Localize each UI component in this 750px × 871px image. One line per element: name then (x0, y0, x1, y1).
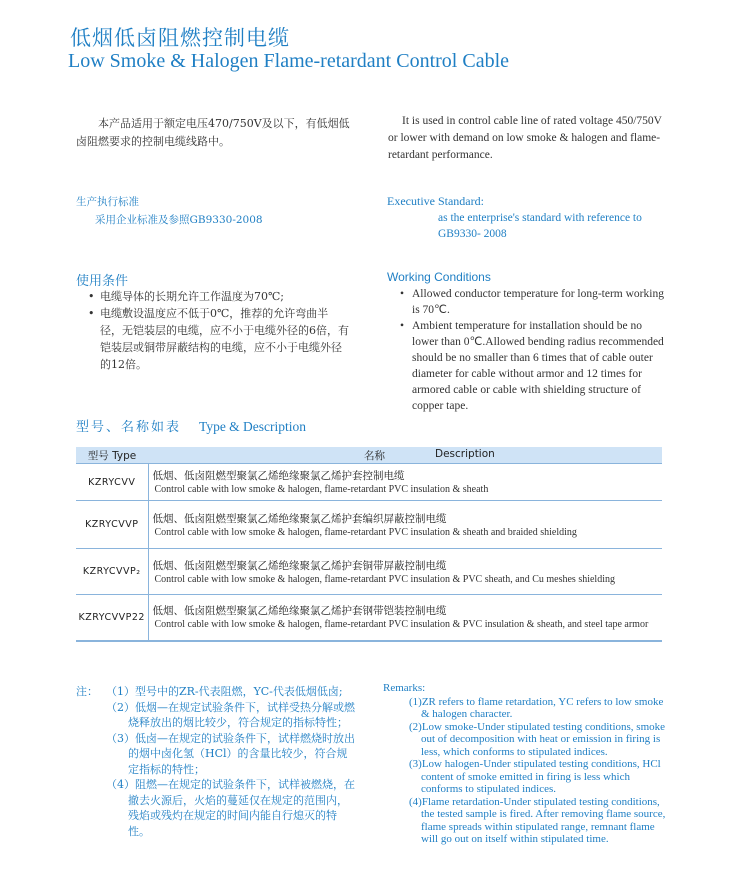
note-item: （4）阻燃—在规定的试验条件下，试样被燃烧，在撤去火源后，火焰的蔓延仅在规定的范围内，残焰或残灼在规定的时间内能自行熄灭的特性。 (106, 778, 355, 838)
working-conditions-heading-chinese: 使用条件 (76, 274, 129, 289)
table-header-row (76, 447, 662, 464)
description-chinese: 低烟、低卤阻燃型聚氯乙烯绝缘聚氯乙烯护套钢带铠装控制电缆 (152, 605, 447, 618)
description-english: Control cable with low smoke & halogen, flame-retardant PVC insulation & PVC insulation & sheath, and steel tape armor (154, 619, 649, 631)
list-item (88, 305, 350, 373)
bullet-icon: • (88, 307, 95, 320)
list-item-text: 电缆敷设温度应不低于0℃，推荐的允许弯曲半径，无铠装层的电缆，应不小于电缆外径的6倍，有铠装层或铜带屏蔽结构的电缆，应不小于电缆外径的12倍。 (100, 307, 349, 371)
table-cell-description (148, 549, 662, 595)
note-item: （3）低卤—在规定的试验条件下，试样燃烧时放出的烟中卤化氢（HCl）的含量比较少，符合规定指标的特性； (106, 731, 355, 776)
table-cell-description (148, 464, 662, 501)
intro-text-english: It is used in control cable line of rated voltage 450/750V or lower with demand on low smoke & halogen and flame-retardant performance. (388, 115, 662, 161)
note-item: (3)Low halogen-Under stipulated testing conditions, HCl content of smoke emitted in firing is less which conforms to stipulated indices. (409, 758, 661, 795)
column-header-name-chinese: 名称 (364, 449, 385, 462)
type-table-heading-chinese: 型号、名称如表 (76, 420, 182, 435)
type-table-heading-english: Type & Description (199, 419, 307, 434)
standard-heading-english: Executive Standard: (387, 194, 484, 208)
table-cell-description (148, 501, 662, 549)
note-item: (1)ZR refers to flame retardation, YC refers to low smoke & halogen character. (409, 695, 664, 720)
table-row (76, 501, 662, 549)
list-item-text: Ambient temperature for installation should be no lower than 0℃.Allowed bending radius recommended should be no smaller than 6 times that of cable outer diameter for cable without armor and 12 times for armored cable or cable with shielding structure of copper tape. (412, 320, 664, 412)
bullet-icon: • (400, 320, 405, 332)
description-chinese: 低烟、低卤阻燃型聚氯乙烯绝缘聚氯乙烯护套控制电缆 (152, 470, 405, 482)
list-item-text: 电缆导体的长期允许工作温度为70℃; (100, 290, 285, 303)
note-item: (4)Flame retardation-Under stipulated testing conditions, the tested sample is fired. After removing flame source, flame spreads within stipulated range, remnant flame will go out on itself within stipulated time. (409, 795, 666, 845)
bullet-icon: • (400, 288, 405, 300)
intro-text-chinese: 本产品适用于额定电压470/750V及以下，有低烟低卤阻燃要求的控制电缆线路中。 (76, 117, 350, 148)
table-cell-model: KZRYCVVP22 (76, 595, 148, 641)
table-cell-description (148, 595, 662, 641)
table-row (76, 595, 662, 641)
notes-english (383, 682, 673, 846)
standard-heading-chinese: 生产执行标准 (76, 196, 139, 208)
table-cell-model: KZRYCVVP₂ (76, 549, 148, 595)
table-row (76, 464, 662, 501)
note-item: （1）型号中的ZR-代表阻燃，YC-代表低烟低卤; (106, 685, 343, 698)
column-header-model: 型号 Type (76, 447, 148, 464)
type-description-table (76, 447, 662, 642)
notes-chinese (76, 684, 356, 839)
description-english: Control cable with low smoke & halogen, flame-retardant PVC insulation & PVC sheath, and Cu meshes shielding (154, 573, 615, 585)
description-english: Control cable with low smoke & halogen, flame-retardant PVC insulation & sheath (154, 484, 489, 495)
working-conditions-heading-english: Working Conditions (387, 270, 491, 284)
table-cell-model: KZRYCVV (76, 464, 148, 501)
list-item-text: Allowed conductor temperature for long-term working is 70℃. (412, 288, 664, 316)
page-title-english: Low Smoke & Halogen Flame-retardant Control Cable (68, 50, 510, 72)
working-conditions-list-chinese (88, 288, 350, 373)
column-header-description (148, 447, 662, 464)
description-chinese: 低烟、低卤阻燃型聚氯乙烯绝缘聚氯乙烯护套编织屏蔽控制电缆 (152, 512, 447, 525)
description-chinese: 低烟、低卤阻燃型聚氯乙烯绝缘聚氯乙烯护套铜带屏蔽控制电缆 (152, 559, 447, 572)
page-title-chinese: 低烟低卤阻燃控制电缆 (70, 26, 290, 50)
standard-body-english: as the enterprise's standard with reference to GB9330- 2008 (438, 212, 642, 240)
note-item: （2）低烟—在规定试验条件下，试样受热分解或燃烧释放出的烟比较少，符合规定的指标特性； (106, 700, 355, 729)
table-cell-model: KZRYCVVP (76, 501, 148, 549)
list-item (88, 288, 350, 305)
bullet-icon: • (88, 290, 95, 303)
note-item: (2)Low smoke-Under stipulated testing conditions, smoke out of decomposition with heat or emission in firing is less, which conforms to stipulated indices. (409, 720, 666, 758)
working-conditions-list-english (398, 286, 666, 414)
list-item (398, 286, 666, 318)
description-english: Control cable with low smoke & halogen, flame-retardant PVC insulation & sheath and braided shielding (154, 526, 577, 538)
notes-lead-chinese: 注： (76, 685, 98, 698)
table-row (76, 549, 662, 595)
type-table-heading (76, 416, 306, 435)
remarks-heading: Remarks: (383, 682, 426, 694)
column-header-name-english: Description (435, 447, 495, 460)
list-item (398, 318, 666, 414)
standard-body-chinese: 采用企业标准及参照GB9330-2008 (95, 214, 263, 226)
